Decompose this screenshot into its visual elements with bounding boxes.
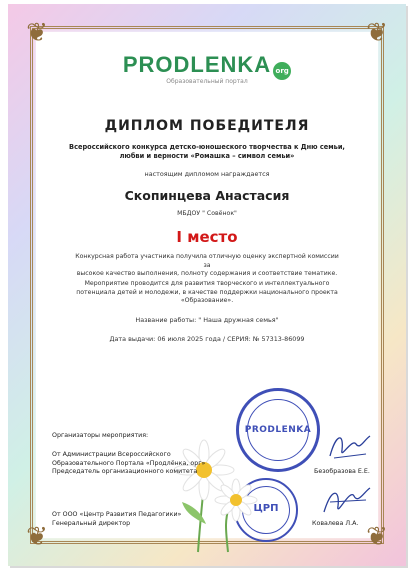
ooo-signer: Ковалева Л.А. (312, 520, 359, 527)
awarded-text: настоящим дипломом награждается (144, 170, 270, 178)
organization-name: МБДОУ " Совёнок" (177, 210, 237, 217)
corner-ornament-icon: ❦ (26, 18, 48, 48)
organizer-line: Председатель организационного комитета (52, 468, 198, 476)
corner-ornament-icon: ❦ (366, 18, 388, 48)
admin-organizer (52, 451, 205, 477)
diploma-sheet (8, 4, 406, 566)
organizer-line: От Администрации Всероссийского (52, 451, 171, 458)
ooo-organizer (52, 511, 181, 528)
organizer-line: Образовательного Портала «Продлёнка, орг» (52, 459, 206, 467)
paragraph-line: Конкурсная работа участника получила отличную оценку экспертной комиссии за (75, 253, 339, 269)
recipient-name: Скопинцева Анастасия (124, 188, 290, 203)
paragraph-evaluation (36, 253, 378, 279)
stamp-text: PRODLENKA (244, 425, 312, 435)
daisy-flowers-icon (158, 424, 268, 554)
paragraph-line: высокое качество выполнения, полноту содержания и соответствие тематике. (76, 270, 338, 278)
logo-org-badge: org (273, 62, 291, 80)
organizer-line: Генеральный директор (52, 519, 131, 527)
corner-ornament-icon: ❦ (26, 522, 48, 552)
contest-name (36, 143, 378, 161)
place-label: I место (176, 228, 238, 246)
contest-line: Всероссийского конкурса детско-юношеского творчества к Дню семьи, (69, 143, 345, 151)
organizers-heading: Организаторы мероприятия: (52, 432, 149, 439)
stamp-text: ЦРП (253, 503, 279, 514)
contest-line: любви и верности «Ромашка – символ семьи» (119, 152, 295, 160)
signature-icon (320, 482, 374, 520)
issue-date-series: Дата выдачи: 06 июля 2025 года / СЕРИЯ: № 57313-86099 (109, 335, 305, 343)
paragraph-line: Мероприятие проводится для развития творческого и интеллектуального (84, 280, 330, 287)
admin-signer: Безобразова Е.Е. (314, 468, 370, 475)
paragraph-line: потенциала детей и молодежи, в качестве поддержки национального проекта (76, 288, 338, 296)
organizer-line: От ООО «Центр Развития Педагогики» (52, 511, 182, 518)
signature-icon (326, 428, 374, 464)
paragraph-line: «Образование». (180, 297, 234, 305)
paragraph-purpose (36, 280, 378, 306)
logo (8, 52, 406, 80)
diploma-title: ДИПЛОМ ПОБЕДИТЕЛЯ (104, 118, 310, 134)
logo-text: PRODLENKA (122, 52, 272, 77)
logo-subtitle: Образовательный портал (166, 78, 248, 85)
work-title: Название работы: " Наша дружная семья" (135, 316, 279, 324)
corner-ornament-icon: ❦ (366, 522, 388, 552)
